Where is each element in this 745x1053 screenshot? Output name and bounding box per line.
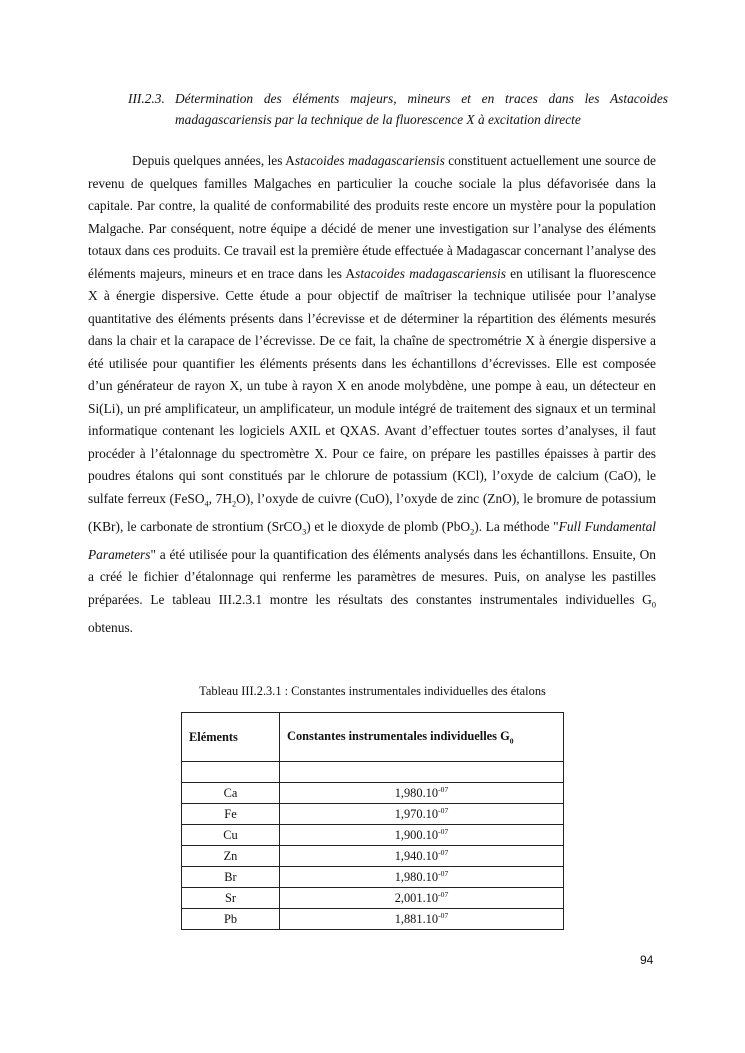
- constant-exponent: -07: [438, 910, 449, 920]
- constant-exponent: -07: [438, 826, 449, 836]
- text-run: ) et le dioxyde de plomb (PbO: [306, 518, 471, 534]
- table-row: [182, 825, 564, 846]
- subscript: 2: [470, 527, 475, 537]
- text-run: constituent actuellement une source de revenu de quelques familles Malgaches en particulier la couche sociale la plus défavorisée dans la capitale. Par contre, la qualité de conformabilité des produits reste encore un mystère pour la population Malgache. Par conséquent, notre équipe a décidé de mener une investigation sur l’analyse des éléments totaux dans ces produits. Ce travail est la première étude effectuée à Madagascar concernant l’analyse des éléments majeurs, mineurs et en trace dans les A: [88, 153, 656, 281]
- method-name: Full Fundamental Parameters: [88, 518, 656, 562]
- element-cell: Ca: [182, 783, 280, 804]
- header-elements: Eléments: [182, 713, 280, 762]
- header-constants-label: Constantes instrumentales individuelles G: [287, 728, 510, 743]
- constant-value: 2,001.10: [394, 891, 439, 906]
- species-name: stacoides madagascariensis: [294, 153, 445, 168]
- constant-cell: [280, 846, 564, 867]
- element-cell: Pb: [182, 909, 280, 930]
- text-run: " a été utilisée pour la quantification des éléments analysés dans les échantillons. Ensuite, On a créé le fichier d’étalonnage qui renferme les paramètres de mesures. Puis, on analyse les pastilles préparées. Le tableau III.2.3.1 montre les résultats des constantes instrumentales individuelles G: [88, 546, 656, 607]
- section-title: Détermination des éléments majeurs, mineurs et en traces dans les Astacoides madagascariensis par la technique de la fluorescence X à excitation directe: [175, 91, 668, 127]
- table-caption: Tableau III.2.3.1 : Constantes instrumentales individuelles des étalons: [199, 684, 546, 698]
- constant-exponent: -07: [438, 847, 449, 857]
- section-number: III.2.3.: [128, 91, 165, 106]
- text-run: obtenus.: [88, 620, 134, 636]
- constant-exponent: -07: [438, 868, 449, 878]
- element-cell: Zn: [182, 846, 280, 867]
- constant-cell: [280, 825, 564, 846]
- section-heading: [128, 88, 668, 130]
- subscript: 4: [204, 499, 209, 509]
- constant-value: 1,881.10: [394, 912, 439, 927]
- species-name: stacoides madagascariensis: [355, 265, 506, 281]
- constant-value: 1,980.10: [394, 870, 439, 885]
- header-subscript: 0: [509, 736, 514, 746]
- body-paragraph: [88, 150, 656, 640]
- table-row: [182, 888, 564, 909]
- constants-table: [181, 712, 564, 930]
- subscript: 0: [651, 600, 656, 610]
- text-run: en utilisant la fluorescence X à énergie dispersive. Cette étude a pour objectif de maîtriser la technique utilisée pour l’analyse quantitative des éléments présents dans l’écrevisse et de déterminer la répartition des éléments mesurés dans la chair et la carapace de l’écrevisse. De ce fait, la chaîne de spectrométrie X à énergie dispersive a été utilisée pour quantifier les éléments présents dans les échantillons d’écrevisses. Elle est composée d’un générateur de rayon X, un tube à rayon X en anode molybdène, une pompe à eau, un détecteur en Si(Li), un pré amplificateur, un amplificateur, un module intégré de traitement des signaux et un terminal informatique contenant les logiciels AXIL et QXAS. Avant d’effectuer toutes sortes d’analyses, il faut procéder à l’étalonnage du spectromètre X. Pour ce faire, on prépare les pastilles épaisses à partir des poudres étalons qui sont constitués par le chlorure de potassium (KCl), l’oxyde de calcium (CaO), le sulfate ferreux (FeSO: [88, 265, 656, 506]
- constant-cell: [280, 867, 564, 888]
- text-run: , 7H: [208, 490, 232, 506]
- header-constants: [280, 713, 564, 762]
- constant-exponent: -07: [438, 784, 449, 794]
- table-header-row: [182, 713, 564, 762]
- constant-value: 1,970.10: [394, 807, 439, 822]
- constant-cell: [280, 804, 564, 825]
- constant-value: 1,980.10: [394, 786, 439, 801]
- table-row: [182, 783, 564, 804]
- subscript: 3: [302, 527, 307, 537]
- constant-cell: [280, 909, 564, 930]
- element-cell: Sr: [182, 888, 280, 909]
- subscript: 2: [231, 499, 237, 509]
- table-row: [182, 909, 564, 930]
- constant-cell: [280, 783, 564, 804]
- table-row: [182, 867, 564, 888]
- table-row: [182, 804, 564, 825]
- table-empty-row: [182, 762, 564, 783]
- text-run: ). La méthode ": [474, 518, 559, 534]
- constant-value: 1,900.10: [394, 828, 439, 843]
- text-run: Depuis quelques années, les A: [132, 153, 295, 168]
- page-number: 94: [640, 953, 654, 967]
- table-row: [182, 846, 564, 867]
- element-cell: Br: [182, 867, 280, 888]
- element-cell: Fe: [182, 804, 280, 825]
- element-cell: Cu: [182, 825, 280, 846]
- constant-cell: [280, 888, 564, 909]
- constant-exponent: -07: [438, 889, 449, 899]
- constant-value: 1,940.10: [394, 849, 439, 864]
- text-run: O), l’oxyde de cuivre (CuO), l’oxyde de zinc (ZnO), le bromure de potassium (KBr), le carbonate de strontium (SrCO: [88, 490, 656, 534]
- constant-exponent: -07: [438, 805, 449, 815]
